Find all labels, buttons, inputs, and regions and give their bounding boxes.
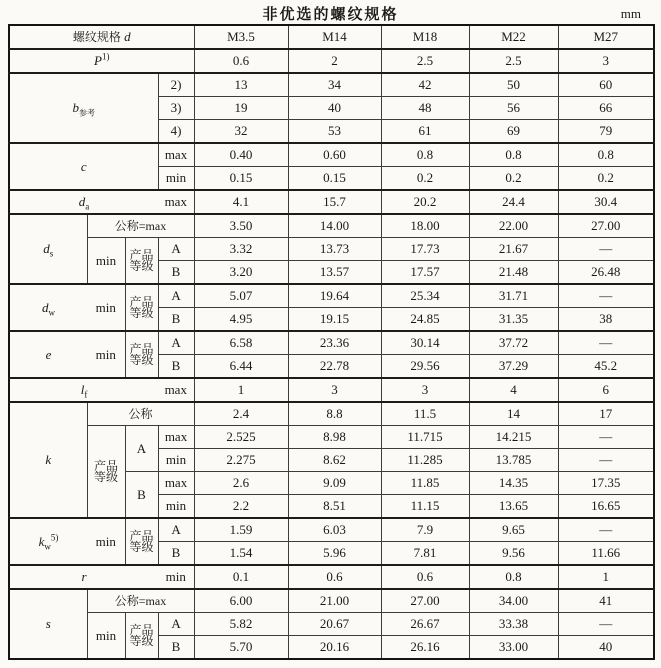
value-cell: 19.15: [288, 308, 381, 332]
value-cell: 5.96: [288, 542, 381, 566]
param-b-base: b: [72, 100, 79, 115]
value-cell: 22.78: [288, 355, 381, 379]
value-cell: —: [558, 284, 654, 308]
value-cell: 11.715: [381, 426, 469, 449]
param-dw-base: d: [42, 299, 49, 315]
value-cell: 0.15: [194, 167, 288, 191]
sublabel-min: min: [158, 495, 194, 519]
product-grade-label: [125, 238, 158, 285]
row-k-nom: [9, 402, 654, 426]
value-cell: 6.03: [288, 518, 381, 542]
sublabel-max: max: [158, 472, 194, 495]
value-cell: 14.00: [288, 214, 381, 238]
value-cell: 0.15: [288, 167, 381, 191]
value-cell: 0.60: [288, 143, 381, 167]
row-s-nom: [9, 589, 654, 613]
value-cell: 32: [194, 120, 288, 144]
value-cell: 26.16: [381, 636, 469, 660]
value-cell: —: [558, 238, 654, 261]
row-p: [9, 49, 654, 73]
sublabel-grade-a: A: [158, 518, 194, 542]
param-label-e: [9, 331, 87, 378]
value-cell: 22.00: [469, 214, 558, 238]
value-cell: 53: [288, 120, 381, 144]
sublabel-min: min: [87, 518, 125, 565]
value-cell: 56: [469, 97, 558, 120]
value-cell: 20.67: [288, 613, 381, 636]
value-cell: 45.2: [558, 355, 654, 379]
header-row: [9, 25, 654, 49]
grade-line2: 等级: [129, 539, 154, 554]
sublabel-grade-a: A: [125, 426, 158, 472]
col-header-m3-5: M3.5: [194, 25, 288, 49]
grade-line2: 等级: [129, 352, 154, 367]
value-cell: 8.62: [288, 449, 381, 472]
value-cell: 19.64: [288, 284, 381, 308]
param-da-base: d: [78, 194, 86, 209]
spec-table: [8, 24, 655, 660]
param-kw-sub: w: [44, 541, 51, 552]
value-cell: 11.66: [558, 542, 654, 566]
value-cell: 2.4: [194, 402, 288, 426]
value-cell: 66: [558, 97, 654, 120]
sublabel-max: max: [158, 190, 194, 214]
value-cell: 9.65: [469, 518, 558, 542]
row-k-a-max: [9, 426, 654, 449]
grade-line2: 等级: [129, 305, 154, 320]
sublabel-nominal-max: 公称=max: [87, 589, 194, 613]
value-cell: 19: [194, 97, 288, 120]
row-dw-min-a: [9, 284, 654, 308]
value-cell: 8.51: [288, 495, 381, 519]
sublabel-variant-4: 4): [158, 120, 194, 144]
value-cell: —: [558, 518, 654, 542]
sublabel-nominal: 公称: [87, 402, 194, 426]
col-header-m27: M27: [558, 25, 654, 49]
value-cell: 1: [194, 378, 288, 402]
sublabel-min: min: [87, 238, 125, 285]
sublabel-min: min: [158, 167, 194, 191]
value-cell: 25.34: [381, 284, 469, 308]
value-cell: 40: [288, 97, 381, 120]
value-cell: 6.58: [194, 331, 288, 355]
value-cell: 41: [558, 589, 654, 613]
value-cell: 3: [558, 49, 654, 73]
param-p-base: P: [94, 53, 102, 68]
value-cell: 13.57: [288, 261, 381, 285]
value-cell: —: [558, 449, 654, 472]
value-cell: 69: [469, 120, 558, 144]
value-cell: 5.82: [194, 613, 288, 636]
param-dw-sub: w: [48, 307, 55, 318]
value-cell: 8.8: [288, 402, 381, 426]
param-k-base: k: [45, 452, 52, 467]
value-cell: 0.6: [288, 565, 381, 589]
value-cell: 4.1: [194, 190, 288, 214]
value-cell: 6.00: [194, 589, 288, 613]
row-da: [9, 190, 654, 214]
value-cell: 33.38: [469, 613, 558, 636]
value-cell: 31.71: [469, 284, 558, 308]
value-cell: 17.35: [558, 472, 654, 495]
param-r-base: r: [81, 569, 87, 584]
param-da-sub: a: [85, 201, 90, 212]
sublabel-min: min: [158, 565, 194, 589]
value-cell: 79: [558, 120, 654, 144]
value-cell: 30.14: [381, 331, 469, 355]
value-cell: 1.59: [194, 518, 288, 542]
value-cell: 0.2: [381, 167, 469, 191]
sublabel-min: min: [87, 331, 125, 378]
value-cell: 42: [381, 73, 469, 97]
value-cell: 1.54: [194, 542, 288, 566]
sublabel-grade-a: A: [158, 331, 194, 355]
value-cell: 0.8: [381, 143, 469, 167]
param-label-dw: [9, 284, 87, 331]
value-cell: 38: [558, 308, 654, 332]
row-s-min-a: [9, 613, 654, 636]
param-label-r: [9, 565, 158, 589]
value-cell: 8.98: [288, 426, 381, 449]
value-cell: 48: [381, 97, 469, 120]
value-cell: 61: [381, 120, 469, 144]
value-cell: 15.7: [288, 190, 381, 214]
param-label-ds: [9, 214, 87, 284]
value-cell: 2.6: [194, 472, 288, 495]
row-ds-min-a: [9, 238, 654, 261]
param-lf-sub: f: [84, 389, 88, 400]
value-cell: 26.67: [381, 613, 469, 636]
value-cell: 0.40: [194, 143, 288, 167]
value-cell: 2: [288, 49, 381, 73]
sublabel-grade-b: B: [125, 472, 158, 519]
value-cell: 21.48: [469, 261, 558, 285]
sublabel-min: min: [87, 613, 125, 660]
row-r: [9, 565, 654, 589]
param-s-base: s: [45, 616, 51, 631]
value-cell: 34: [288, 73, 381, 97]
value-cell: 17.73: [381, 238, 469, 261]
value-cell: 13.785: [469, 449, 558, 472]
value-cell: 4: [469, 378, 558, 402]
value-cell: 2.275: [194, 449, 288, 472]
value-cell: —: [558, 426, 654, 449]
value-cell: 20.2: [381, 190, 469, 214]
param-kw-sup: 5): [50, 532, 59, 543]
value-cell: 3: [288, 378, 381, 402]
value-cell: 7.9: [381, 518, 469, 542]
grade-line2: 等级: [93, 469, 118, 484]
value-cell: 9.56: [469, 542, 558, 566]
value-cell: 2.5: [469, 49, 558, 73]
product-grade-label: [125, 613, 158, 660]
value-cell: 11.5: [381, 402, 469, 426]
grade-line1: 产品: [129, 622, 154, 637]
grade-line1: 产品: [129, 341, 154, 356]
param-ds-sub: s: [49, 248, 54, 259]
sublabel-grade-b: B: [158, 308, 194, 332]
param-e-base: e: [45, 346, 52, 362]
value-cell: 21.00: [288, 589, 381, 613]
value-cell: 14: [469, 402, 558, 426]
param-c-base: c: [80, 158, 87, 174]
param-ds-base: d: [43, 241, 50, 256]
value-cell: 3: [381, 378, 469, 402]
value-cell: 5.70: [194, 636, 288, 660]
value-cell: 3.50: [194, 214, 288, 238]
value-cell: 26.48: [558, 261, 654, 285]
title-bar: [8, 3, 653, 24]
value-cell: 3.32: [194, 238, 288, 261]
sublabel-max: max: [158, 143, 194, 167]
value-cell: 16.65: [558, 495, 654, 519]
sublabel-grade-a: A: [158, 238, 194, 261]
param-label-b: [9, 73, 158, 143]
product-grade-label: [87, 426, 125, 519]
col-header-m22: M22: [469, 25, 558, 49]
value-cell: 23.36: [288, 331, 381, 355]
sublabel-max: max: [158, 378, 194, 402]
grade-line2: 等级: [129, 258, 154, 273]
value-cell: 0.2: [469, 167, 558, 191]
product-grade-label: [125, 284, 158, 331]
value-cell: 5.07: [194, 284, 288, 308]
value-cell: 0.6: [194, 49, 288, 73]
param-label-lf: [9, 378, 158, 402]
sublabel-grade-b: B: [158, 355, 194, 379]
param-b-sub: 参考: [79, 108, 95, 118]
param-label-s: [9, 589, 87, 659]
col-header-m18: M18: [381, 25, 469, 49]
value-cell: 14.215: [469, 426, 558, 449]
value-cell: 17: [558, 402, 654, 426]
sublabel-grade-a: A: [158, 613, 194, 636]
col-header-m14: M14: [288, 25, 381, 49]
value-cell: 37.29: [469, 355, 558, 379]
grade-line1: 产品: [129, 247, 154, 262]
value-cell: 1: [558, 565, 654, 589]
value-cell: 2.5: [381, 49, 469, 73]
row-c-max: [9, 143, 654, 167]
sublabel-min: min: [87, 284, 125, 331]
value-cell: 2.2: [194, 495, 288, 519]
row-ds-nom: [9, 214, 654, 238]
param-label-c: [9, 143, 158, 190]
row-lf: [9, 378, 654, 402]
value-cell: 13: [194, 73, 288, 97]
value-cell: 2.525: [194, 426, 288, 449]
param-kw-base: k: [38, 533, 45, 549]
row-b-2: [9, 73, 654, 97]
param-label-da: [9, 190, 158, 214]
value-cell: 24.4: [469, 190, 558, 214]
sublabel-grade-b: B: [158, 636, 194, 660]
sublabel-grade-b: B: [158, 261, 194, 285]
value-cell: 6: [558, 378, 654, 402]
value-cell: 33.00: [469, 636, 558, 660]
sublabel-variant-3: 3): [158, 97, 194, 120]
value-cell: 0.8: [558, 143, 654, 167]
param-label-kw: [9, 518, 87, 565]
value-cell: 0.8: [469, 143, 558, 167]
unit-label: mm: [620, 6, 641, 21]
value-cell: 0.6: [381, 565, 469, 589]
value-cell: 24.85: [381, 308, 469, 332]
sublabel-variant-2: 2): [158, 73, 194, 97]
sublabel-max: max: [158, 426, 194, 449]
value-cell: 9.09: [288, 472, 381, 495]
grade-line1: 产品: [93, 458, 118, 473]
value-cell: 6.44: [194, 355, 288, 379]
grade-line2: 等级: [129, 633, 154, 648]
value-cell: 18.00: [381, 214, 469, 238]
row-kw-min-a: [9, 518, 654, 542]
sublabel-grade-b: B: [158, 542, 194, 566]
value-cell: 37.72: [469, 331, 558, 355]
sublabel-nominal-max: 公称=max: [87, 214, 194, 238]
value-cell: 34.00: [469, 589, 558, 613]
value-cell: 14.35: [469, 472, 558, 495]
value-cell: 60: [558, 73, 654, 97]
product-grade-label: [125, 518, 158, 565]
value-cell: 13.73: [288, 238, 381, 261]
param-lf-base: l: [80, 382, 85, 397]
value-cell: 13.65: [469, 495, 558, 519]
value-cell: 11.15: [381, 495, 469, 519]
value-cell: 27.00: [381, 589, 469, 613]
thread-spec-label: [9, 25, 194, 49]
value-cell: —: [558, 613, 654, 636]
grade-line1: 产品: [129, 294, 154, 309]
thread-spec-cn: 螺纹规格: [72, 30, 121, 44]
value-cell: 11.85: [381, 472, 469, 495]
value-cell: 31.35: [469, 308, 558, 332]
value-cell: 11.285: [381, 449, 469, 472]
value-cell: 17.57: [381, 261, 469, 285]
thread-spec-var: d: [124, 29, 131, 44]
value-cell: 20.16: [288, 636, 381, 660]
param-label-p: [9, 49, 194, 73]
value-cell: 50: [469, 73, 558, 97]
value-cell: 7.81: [381, 542, 469, 566]
value-cell: 4.95: [194, 308, 288, 332]
param-p-sup: 1): [101, 51, 110, 62]
value-cell: —: [558, 331, 654, 355]
value-cell: 21.67: [469, 238, 558, 261]
value-cell: 40: [558, 636, 654, 660]
value-cell: 0.2: [558, 167, 654, 191]
product-grade-label: [125, 331, 158, 378]
value-cell: 3.20: [194, 261, 288, 285]
value-cell: 30.4: [558, 190, 654, 214]
sublabel-min: min: [158, 449, 194, 472]
param-label-k: [9, 402, 87, 518]
value-cell: 0.1: [194, 565, 288, 589]
value-cell: 0.8: [469, 565, 558, 589]
grade-line1: 产品: [129, 528, 154, 543]
value-cell: 29.56: [381, 355, 469, 379]
page-title: 非优选的螺纹规格: [262, 7, 399, 23]
value-cell: 27.00: [558, 214, 654, 238]
row-e-min-a: [9, 331, 654, 355]
sublabel-grade-a: A: [158, 284, 194, 308]
